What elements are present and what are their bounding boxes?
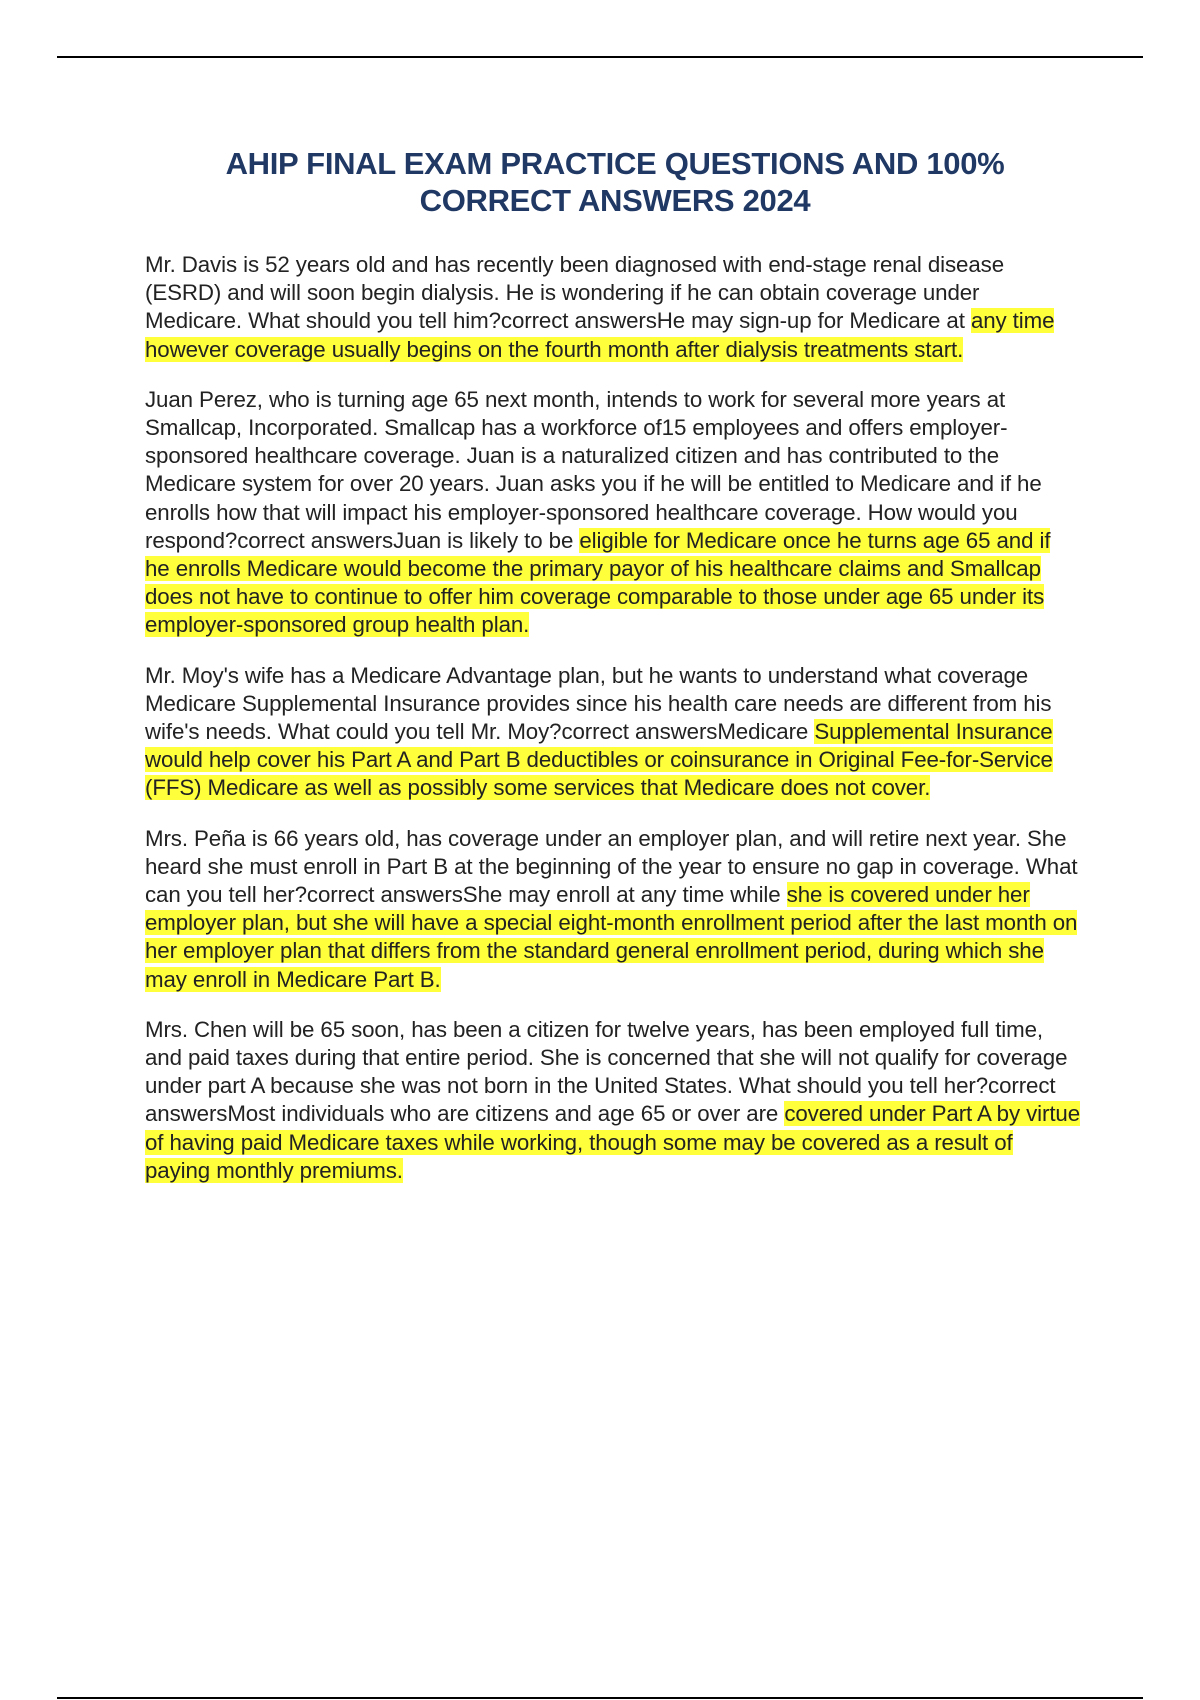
qa-item (145, 251, 1080, 364)
highlighted-answer: covered under Part A by virtue of having paid Medicare taxes while working, though some may be covered as a result of paying monthly premiums. (145, 1101, 1081, 1183)
highlighted-answer: eligible for Medicare once he turns age 65 and if he enrolls Medicare would become the primary payor of his healthcare claims and Smallcap does not have to continue to offer him coverage comparable to those under age 65 under its employer-sponsored group health plan. (145, 527, 1051, 638)
qa-list (145, 251, 1080, 1207)
qa-item (145, 662, 1080, 803)
question-text: Juan Perez, who is turning age 65 next month, intends to work for several more years at Smallcap, Incorporated. Smallcap has a workforce of15 employees and offers employer-sponsored healthcare coverage. Juan is a naturalized citizen and has contributed to the Medicare system for over 20 years. Juan asks you if he will be entitled to Medicare and if he enrolls how that will impact his employer-sponsored healthcare coverage. How would you respond? (145, 386, 1042, 553)
answer-separator: correct answers (561, 719, 718, 745)
highlighted-answer: she is covered under her employer plan, but she will have a special eight-month enrollment period after the last month on her employer plan that differs from the standard general enrollment period, during which she may enroll in Medicare Part B. (145, 882, 1078, 992)
answer-lead-text: Medicare (717, 719, 815, 745)
highlighted-answer: Supplemental Insurance would help cover his Part A and Part B deductibles or coinsurance in Original Fee-for-Service (FFS) Medicare as well as possibly some services that Medicare does not cover. (145, 719, 1053, 801)
document-title: AHIP FINAL EXAM PRACTICE QUESTIONS AND 100% CORRECT ANSWERS 2024 (225, 146, 1005, 218)
answer-lead-text: She may enroll at any time while (462, 882, 787, 908)
question-text: Mrs. Peña is 66 years old, has coverage under an employer plan, and will retire next year. She heard she must enroll in Part B at the beginning of the year to ensure no gap in coverage. What can you tell her? (145, 825, 1078, 908)
header-rule (57, 56, 1143, 58)
footer-rule (57, 1697, 1143, 1699)
qa-item (145, 1016, 1080, 1185)
question-text: Mrs. Chen will be 65 soon, has been a citizen for twelve years, has been employed full time, and paid taxes during that entire period. She is concerned that she will not qualify for coverage under part A because she was not born in the United States. What should you tell her? (145, 1016, 1068, 1099)
answer-separator: correct answers (145, 1073, 1056, 1127)
qa-item (145, 825, 1080, 994)
question-text: Mr. Moy's wife has a Medicare Advantage plan, but he wants to understand what coverage Medicare Supplemental Insurance provides since his health care needs are different from his wife's needs. What could you tell Mr. Moy? (145, 662, 1052, 745)
answer-separator: correct answers (306, 882, 463, 908)
answer-separator: correct answers (237, 527, 394, 553)
answer-separator: correct answers (500, 308, 657, 334)
answer-lead-text: He may sign-up for Medicare at (656, 308, 971, 334)
question-text: Mr. Davis is 52 years old and has recently been diagnosed with end-stage renal disease (ESRD) and will soon begin dialysis. He is wondering if he can obtain coverage under Medicare. What should you tell him? (145, 252, 1005, 334)
answer-lead-text: Juan is likely to be (393, 527, 580, 553)
qa-item (145, 386, 1080, 640)
highlighted-answer: any time however coverage usually begins on the fourth month after dialysis treatments start. (145, 308, 1055, 362)
answer-lead-text: Most individuals who are citizens and age 65 or over are (227, 1101, 785, 1127)
